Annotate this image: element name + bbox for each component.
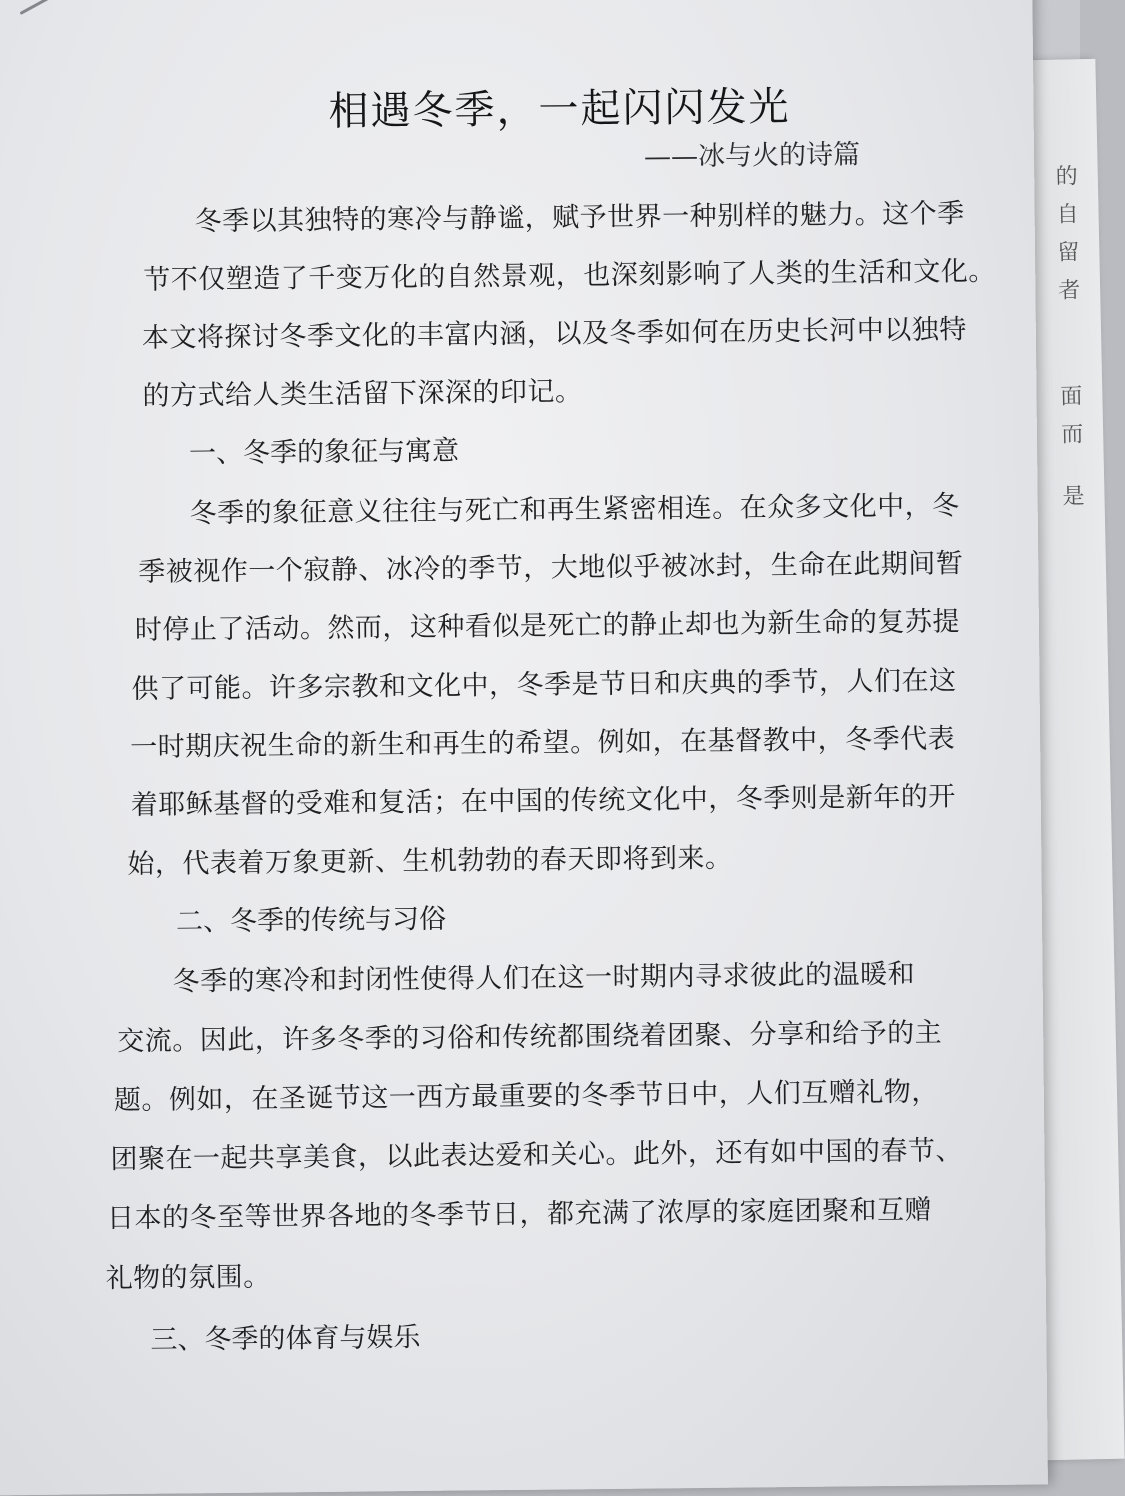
intro-line: 的方式给人类生活留下深深的印记。	[142, 376, 583, 412]
section-heading-3: 三、冬季的体育与娱乐	[150, 1321, 421, 1356]
section1-line: 季被视作一个寂静、冰冷的季节，大地似乎被冰封，生命在此期间暂	[138, 548, 964, 588]
edge-character: 自	[1056, 202, 1079, 228]
section1-line: 时停止了活动。然而，这种看似是死亡的静止却也为新生命的复苏提	[134, 606, 961, 646]
section2-line: 题。例如，在圣诞节这一西方最重要的冬季节日中，人们互赠礼物，	[113, 1076, 939, 1117]
intro-line: 冬季以其独特的寒冷与静谧，赋予世界一种别样的魅力。这个季	[194, 198, 965, 238]
section2-line: 礼物的氛围。	[105, 1261, 271, 1295]
intro-line: 本文将探讨冬季文化的丰富内涵，以及冬季如何在历史长河中以独特	[141, 314, 967, 354]
edge-character: 留	[1057, 240, 1080, 266]
section-heading-2: 二、冬季的传统与习俗	[175, 903, 447, 938]
document-title: 相遇冬季，一起闪闪发光	[328, 84, 791, 135]
section1-line: 着耶稣基督的受难和复活；在中国的传统文化中，冬季则是新年的开	[130, 781, 956, 821]
section2-line: 冬季的寒冷和封闭性使得人们在这一时期内寻求彼此的温暖和	[172, 958, 916, 998]
pen-mark	[19, 0, 77, 15]
edge-character: 者	[1057, 278, 1081, 304]
intro-line: 节不仅塑造了千变万化的自然景观，也深刻影响了人类的生活和文化。	[143, 255, 996, 296]
edge-character: 是	[1062, 484, 1085, 510]
document-subtitle: ——冰与火的诗篇	[643, 139, 861, 173]
section-heading-1: 一、冬季的象征与寓意	[188, 435, 460, 470]
section1-line: 始，代表着万象更新、生机勃勃的春天即将到来。	[127, 842, 733, 881]
document-content	[93, 74, 996, 1356]
section1-line: 一时期庆祝生命的新生和再生的希望。例如，在基督教中，冬季代表	[129, 723, 956, 763]
section2-line: 团聚在一起共享美食，以此表达爱和关心。此外，还有如中国的春节、	[110, 1135, 964, 1176]
section1-line: 供了可能。许多宗教和文化中，冬季是节日和庆典的季节，人们在这	[131, 665, 957, 705]
section2-line: 日本的冬至等世界各地的冬季节日，都充满了浓厚的家庭团聚和互赠	[106, 1194, 933, 1235]
edge-character: 而	[1060, 422, 1084, 448]
section1-line: 冬季的象征意义往往与死亡和再生紧密相连。在众多文化中，冬	[189, 490, 960, 530]
edge-character: 面	[1060, 384, 1083, 410]
edge-character: 的	[1055, 164, 1079, 190]
section2-line: 交流。因此，许多冬季的习俗和传统都围绕着团聚、分享和给予的主	[117, 1017, 943, 1058]
